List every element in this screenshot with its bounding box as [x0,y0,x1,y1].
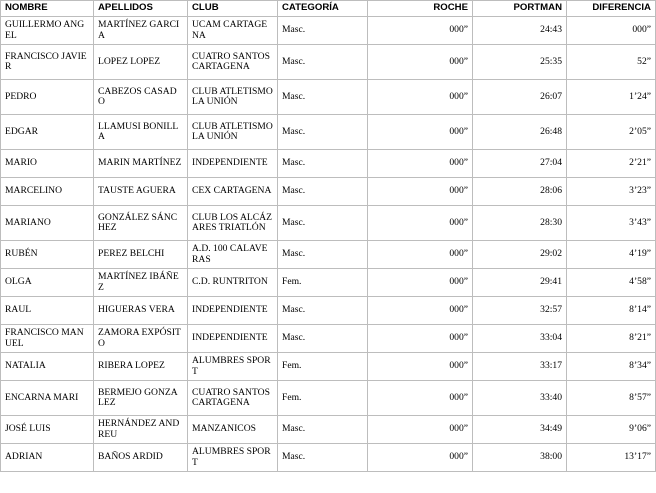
cell-portman: 27:04 [473,150,567,178]
cell-portman: 33:17 [473,353,567,381]
cell-diferencia: 8’57” [567,381,656,416]
table-row [1,80,656,115]
cell-roche: 000” [368,381,473,416]
cell-categoria: Masc. [278,325,368,353]
cell-diferencia: 3’23” [567,178,656,206]
cell-club: CUATRO SANTOS CARTAGENA [188,45,278,80]
table-row [1,241,656,269]
cell-roche: 000” [368,150,473,178]
cell-roche: 000” [368,17,473,45]
cell-club: INDEPENDIENTE [188,325,278,353]
cell-apellidos: CABEZOS CASADO [94,80,188,115]
cell-diferencia: 2’05” [567,115,656,150]
cell-categoria: Masc. [278,150,368,178]
cell-nombre: FRANCISCO JAVIER [1,45,94,80]
cell-nombre: RUBÉN [1,241,94,269]
cell-roche: 000” [368,115,473,150]
cell-roche: 000” [368,206,473,241]
cell-categoria: Fem. [278,353,368,381]
table-row [1,353,656,381]
cell-roche: 000” [368,178,473,206]
col-header-roche: ROCHE [368,1,473,17]
cell-apellidos: TAUSTE AGUERA [94,178,188,206]
cell-portman: 38:00 [473,444,567,472]
cell-categoria: Masc. [278,444,368,472]
cell-categoria: Fem. [278,269,368,297]
cell-club: ALUMBRES SPORT [188,444,278,472]
cell-roche: 000” [368,325,473,353]
cell-diferencia: 8’21” [567,325,656,353]
cell-club: MANZANICOS [188,416,278,444]
col-header-diferencia: DIFERENCIA [567,1,656,17]
cell-portman: 33:40 [473,381,567,416]
cell-nombre: JOSÉ LUIS [1,416,94,444]
cell-nombre: RAUL [1,297,94,325]
cell-apellidos: PEREZ BELCHI [94,241,188,269]
cell-club: A.D. 100 CALAVERAS [188,241,278,269]
cell-diferencia: 3’43” [567,206,656,241]
cell-club: C.D. RUNTRITON [188,269,278,297]
col-header-club: CLUB [188,1,278,17]
cell-apellidos: ZAMORA EXPÓSITO [94,325,188,353]
cell-roche: 000” [368,444,473,472]
cell-diferencia: 8’34” [567,353,656,381]
cell-categoria: Masc. [278,416,368,444]
cell-portman: 25:35 [473,45,567,80]
cell-nombre: ADRIAN [1,444,94,472]
cell-diferencia: 13’17” [567,444,656,472]
cell-club: UCAM CARTAGENA [188,17,278,45]
cell-roche: 000” [368,45,473,80]
cell-apellidos: GONZÁLEZ SÁNCHEZ [94,206,188,241]
table-row [1,416,656,444]
cell-categoria: Masc. [278,17,368,45]
table-row [1,150,656,178]
cell-nombre: MARIO [1,150,94,178]
cell-roche: 000” [368,269,473,297]
cell-club: INDEPENDIENTE [188,297,278,325]
cell-categoria: Masc. [278,115,368,150]
cell-apellidos: RIBERA LOPEZ [94,353,188,381]
header-row [1,1,656,17]
cell-portman: 28:30 [473,206,567,241]
table-row [1,115,656,150]
table-row [1,45,656,80]
cell-portman: 34:49 [473,416,567,444]
cell-apellidos: MARTÍNEZ IBÁÑEZ [94,269,188,297]
table-row [1,206,656,241]
cell-categoria: Masc. [278,80,368,115]
cell-apellidos: BERMEJO GONZALEZ [94,381,188,416]
cell-roche: 000” [368,80,473,115]
cell-club: CUATRO SANTOS CARTAGENA [188,381,278,416]
cell-categoria: Masc. [278,45,368,80]
cell-portman: 24:43 [473,17,567,45]
cell-roche: 000” [368,297,473,325]
cell-nombre: PEDRO [1,80,94,115]
cell-portman: 29:02 [473,241,567,269]
col-header-apellidos: APELLIDOS [94,1,188,17]
cell-diferencia: 4’19” [567,241,656,269]
table-row [1,269,656,297]
cell-club: CEX CARTAGENA [188,178,278,206]
cell-nombre: MARCELINO [1,178,94,206]
table-row [1,444,656,472]
cell-nombre: MARIANO [1,206,94,241]
cell-apellidos: MARIN MARTÍNEZ [94,150,188,178]
cell-apellidos: HIGUERAS VERA [94,297,188,325]
cell-apellidos: LLAMUSI BONILLA [94,115,188,150]
col-header-portman: PORTMAN [473,1,567,17]
cell-apellidos: LOPEZ LOPEZ [94,45,188,80]
cell-nombre: NATALIA [1,353,94,381]
table-row [1,325,656,353]
cell-categoria: Masc. [278,297,368,325]
cell-club: CLUB ATLETISMO LA UNIÓN [188,80,278,115]
cell-apellidos: HERNÁNDEZ ANDREU [94,416,188,444]
cell-club: ALUMBRES SPORT [188,353,278,381]
cell-categoria: Fem. [278,381,368,416]
col-header-nombre: NOMBRE [1,1,94,17]
cell-categoria: Masc. [278,206,368,241]
cell-categoria: Masc. [278,178,368,206]
cell-portman: 26:48 [473,115,567,150]
cell-nombre: GUILLERMO ANGEL [1,17,94,45]
cell-diferencia: 000” [567,17,656,45]
cell-roche: 000” [368,416,473,444]
cell-diferencia: 2’21” [567,150,656,178]
table-row [1,17,656,45]
cell-diferencia: 8’14” [567,297,656,325]
cell-roche: 000” [368,241,473,269]
col-header-categoria: CATEGORÍA [278,1,368,17]
cell-portman: 33:04 [473,325,567,353]
table-row [1,381,656,416]
cell-portman: 28:06 [473,178,567,206]
table-row [1,297,656,325]
cell-apellidos: MARTÍNEZ GARCIA [94,17,188,45]
cell-portman: 26:07 [473,80,567,115]
cell-nombre: EDGAR [1,115,94,150]
cell-categoria: Masc. [278,241,368,269]
cell-club: CLUB LOS ALCÁZARES TRIATLÓN [188,206,278,241]
cell-apellidos: BAÑOS ARDID [94,444,188,472]
cell-nombre: FRANCISCO MANUEL [1,325,94,353]
cell-club: INDEPENDIENTE [188,150,278,178]
cell-diferencia: 1’24” [567,80,656,115]
table-row [1,178,656,206]
cell-portman: 32:57 [473,297,567,325]
cell-nombre: ENCARNA MARI [1,381,94,416]
cell-diferencia: 9’06” [567,416,656,444]
cell-diferencia: 4’58” [567,269,656,297]
cell-roche: 000” [368,353,473,381]
cell-portman: 29:41 [473,269,567,297]
cell-nombre: OLGA [1,269,94,297]
cell-club: CLUB ATLETISMO LA UNIÓN [188,115,278,150]
cell-diferencia: 52” [567,45,656,80]
